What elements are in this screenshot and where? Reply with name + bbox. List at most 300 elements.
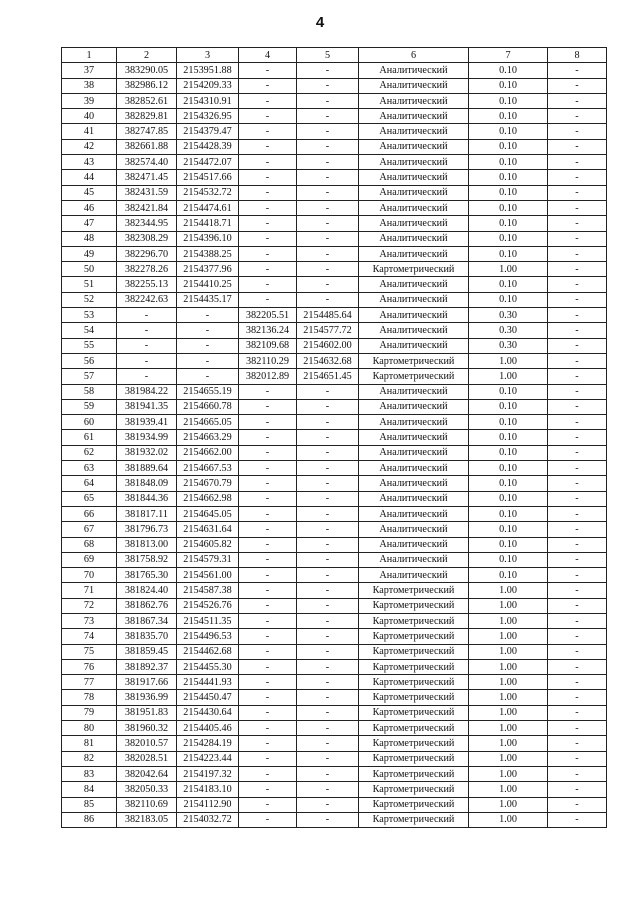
table-cell: - [297,721,359,736]
table-cell: 1.00 [469,812,548,827]
table-cell: 81 [62,736,117,751]
table-cell: - [548,705,607,720]
table-cell: - [297,629,359,644]
table-cell: 47 [62,216,117,231]
table-cell: 1.00 [469,353,548,368]
table-cell: 43 [62,155,117,170]
table-body [62,63,607,828]
column-header: 8 [548,48,607,63]
table-cell: 1.00 [469,583,548,598]
table-cell: 2154632.68 [297,353,359,368]
table-cell: Аналитический [359,338,469,353]
table-cell: 2154561.00 [177,568,239,583]
table-cell: 381796.73 [117,522,177,537]
table-cell: 382242.63 [117,292,177,307]
table-cell: Аналитический [359,415,469,430]
table-cell: - [239,63,297,78]
table-cell: - [548,353,607,368]
table-cell: Картометрический [359,751,469,766]
table-cell: 50 [62,262,117,277]
table-cell: 381936.99 [117,690,177,705]
table-cell: 0.10 [469,124,548,139]
table-cell: Аналитический [359,384,469,399]
table-cell: - [239,782,297,797]
table-cell: 382829.81 [117,109,177,124]
table-cell: 0.10 [469,506,548,521]
table-cell: 2154662.98 [177,491,239,506]
table-cell: 2154517.66 [177,170,239,185]
table-cell: - [548,308,607,323]
table-cell: 382986.12 [117,78,177,93]
table-cell: - [548,552,607,567]
table-cell: Картометрический [359,262,469,277]
table-cell: - [239,598,297,613]
table-cell: 57 [62,369,117,384]
table-row [62,155,607,170]
table-cell: - [177,323,239,338]
table-cell: 382136.24 [239,323,297,338]
table-cell: 0.10 [469,93,548,108]
table-cell: - [239,246,297,261]
table-cell: 39 [62,93,117,108]
table-cell: 54 [62,323,117,338]
table-cell: - [297,491,359,506]
table-cell: 2154526.76 [177,598,239,613]
table-row [62,216,607,231]
table-cell: - [239,751,297,766]
table-cell: Аналитический [359,522,469,537]
table-cell: 83 [62,766,117,781]
table-cell: 2154209.33 [177,78,239,93]
table-cell: 0.10 [469,231,548,246]
table-cell: - [297,613,359,628]
table-cell: - [239,537,297,552]
table-cell: - [297,384,359,399]
table-row [62,537,607,552]
table-row [62,78,607,93]
table-cell: 2154379.47 [177,124,239,139]
table-cell: 2154435.17 [177,292,239,307]
table-cell: 2154310.91 [177,93,239,108]
table-cell: 84 [62,782,117,797]
table-cell: 59 [62,399,117,414]
table-row [62,736,607,751]
table-cell: Аналитический [359,277,469,292]
table-cell: 2154441.93 [177,675,239,690]
table-row [62,506,607,521]
table-cell: 1.00 [469,613,548,628]
table-cell: - [297,277,359,292]
table-cell: - [548,644,607,659]
table-cell: Картометрический [359,766,469,781]
table-row [62,262,607,277]
table-cell: - [239,93,297,108]
table-cell: 71 [62,583,117,598]
table-cell: Аналитический [359,308,469,323]
table-row [62,751,607,766]
table-cell: 67 [62,522,117,537]
table-cell: 2154032.72 [177,812,239,827]
table-cell: Аналитический [359,155,469,170]
table-row [62,93,607,108]
table-row [62,598,607,613]
table-cell: - [239,155,297,170]
table-cell: - [548,690,607,705]
table-cell: 2154651.45 [297,369,359,384]
table-row [62,384,607,399]
column-header: 6 [359,48,469,63]
table-cell: 76 [62,659,117,674]
table-cell: - [117,323,177,338]
table-row [62,445,607,460]
table-cell: 0.30 [469,338,548,353]
table-cell: - [297,705,359,720]
table-cell: 2154663.29 [177,430,239,445]
table-cell: 61 [62,430,117,445]
table-cell: Аналитический [359,185,469,200]
table-cell: Картометрический [359,659,469,674]
table-cell: - [548,659,607,674]
table-cell: - [297,736,359,751]
table-cell: Картометрический [359,812,469,827]
table-cell: 0.10 [469,476,548,491]
table-cell: - [548,583,607,598]
table-row [62,415,607,430]
table-cell: - [548,461,607,476]
table-cell: 381960.32 [117,721,177,736]
table-cell: Картометрический [359,675,469,690]
table-cell: 382050.33 [117,782,177,797]
table-row [62,277,607,292]
table-cell: 2154450.47 [177,690,239,705]
table-cell: 382661.88 [117,139,177,154]
table-cell: 381892.37 [117,659,177,674]
table-cell: - [239,430,297,445]
table-cell: - [548,721,607,736]
table-cell: 0.10 [469,522,548,537]
table-cell: - [548,751,607,766]
table-cell: 68 [62,537,117,552]
table-cell: 2154112.90 [177,797,239,812]
table-cell: - [297,644,359,659]
table-cell: - [297,583,359,598]
table-cell: Аналитический [359,430,469,445]
table-cell: - [548,93,607,108]
table-cell: - [548,185,607,200]
table-cell: - [239,124,297,139]
table-cell: - [548,430,607,445]
table-row [62,292,607,307]
table-cell: 0.10 [469,415,548,430]
table-cell: Аналитический [359,63,469,78]
table-cell: 46 [62,200,117,215]
table-cell: 382110.69 [117,797,177,812]
table-cell: 2154631.64 [177,522,239,537]
table-row [62,690,607,705]
table-cell: 2154430.64 [177,705,239,720]
table-cell: 2154396.10 [177,231,239,246]
table-cell: Аналитический [359,476,469,491]
table-cell: Картометрический [359,369,469,384]
table-cell: 2154662.00 [177,445,239,460]
table-cell: - [297,415,359,430]
table-cell: - [297,476,359,491]
table-cell: - [548,338,607,353]
table-cell: - [239,461,297,476]
table-cell: Аналитический [359,93,469,108]
table-cell: - [297,399,359,414]
table-cell: 382183.05 [117,812,177,827]
table-cell: 2154388.25 [177,246,239,261]
table-cell: 0.10 [469,200,548,215]
table-cell: - [239,216,297,231]
table-cell: - [239,644,297,659]
table-cell: - [239,797,297,812]
table-row [62,705,607,720]
table-cell: - [548,78,607,93]
table-cell: 1.00 [469,659,548,674]
table-cell: - [297,170,359,185]
table-cell: 381867.34 [117,613,177,628]
table-cell: 381951.83 [117,705,177,720]
table-cell: 64 [62,476,117,491]
table-cell: 1.00 [469,690,548,705]
table-cell: 0.10 [469,552,548,567]
table-cell: 0.10 [469,246,548,261]
table-cell: 75 [62,644,117,659]
table-cell: - [297,430,359,445]
column-header: 2 [117,48,177,63]
table-row [62,552,607,567]
table-cell: 2154645.05 [177,506,239,521]
column-header: 4 [239,48,297,63]
table-cell: 70 [62,568,117,583]
table-cell: Картометрический [359,736,469,751]
table-cell: - [239,568,297,583]
table-cell: - [239,766,297,781]
table-row [62,170,607,185]
table-cell: 0.30 [469,323,548,338]
table-cell: - [239,552,297,567]
table-cell: 381862.76 [117,598,177,613]
table-cell: - [239,384,297,399]
column-header: 5 [297,48,359,63]
table-row [62,109,607,124]
table-cell: 2154577.72 [297,323,359,338]
coordinates-table [61,47,607,828]
table-cell: 382344.95 [117,216,177,231]
table-cell: 383290.05 [117,63,177,78]
table-cell: - [548,598,607,613]
column-header: 3 [177,48,239,63]
table-cell: - [548,369,607,384]
table-cell: - [239,613,297,628]
table-cell: Картометрический [359,353,469,368]
table-cell: 1.00 [469,629,548,644]
table-cell: - [239,705,297,720]
table-cell: 2154418.71 [177,216,239,231]
table-cell: 0.10 [469,277,548,292]
table-cell: 381824.40 [117,583,177,598]
table-cell: Картометрический [359,583,469,598]
table-cell: - [548,613,607,628]
table-cell: Аналитический [359,537,469,552]
table-cell: 0.10 [469,185,548,200]
table-cell: - [297,63,359,78]
table-cell: 0.10 [469,155,548,170]
table-cell: - [297,598,359,613]
table-cell: 382421.84 [117,200,177,215]
table-cell: Аналитический [359,246,469,261]
table-cell: 78 [62,690,117,705]
table-cell: 382574.40 [117,155,177,170]
table-cell: 0.10 [469,216,548,231]
table-cell: 2154605.82 [177,537,239,552]
table-cell: 53 [62,308,117,323]
table-cell: 381932.02 [117,445,177,460]
table-cell: 381765.30 [117,568,177,583]
table-cell: 2154660.78 [177,399,239,414]
table-cell: - [548,124,607,139]
table-cell: 2154511.35 [177,613,239,628]
table-row [62,185,607,200]
table-cell: - [548,170,607,185]
table-row [62,568,607,583]
table-cell: 1.00 [469,797,548,812]
table-cell: - [297,445,359,460]
table-cell: Картометрический [359,598,469,613]
table-row [62,231,607,246]
table-cell: 37 [62,63,117,78]
table-cell: 382431.59 [117,185,177,200]
table-cell: 382110.29 [239,353,297,368]
header-row [62,48,607,63]
table-cell: Аналитический [359,552,469,567]
table-cell: 1.00 [469,644,548,659]
table-cell: - [239,491,297,506]
table-cell: - [239,231,297,246]
table-cell: 1.00 [469,766,548,781]
table-cell: 79 [62,705,117,720]
table-cell: - [297,461,359,476]
table-cell: - [297,552,359,567]
table-cell: 0.10 [469,63,548,78]
table-cell: - [548,399,607,414]
table-cell: - [297,139,359,154]
table-cell: - [297,568,359,583]
table-cell: 42 [62,139,117,154]
table-cell: 48 [62,231,117,246]
table-cell: - [548,812,607,827]
table-cell: - [177,353,239,368]
table-cell: 382852.61 [117,93,177,108]
table-cell: - [297,537,359,552]
table-cell: 2154532.72 [177,185,239,200]
table-cell: - [117,338,177,353]
table-cell: 38 [62,78,117,93]
table-cell: 381939.41 [117,415,177,430]
table-row [62,675,607,690]
table-cell: - [548,537,607,552]
table-cell: - [239,659,297,674]
table-cell: - [239,583,297,598]
table-cell: Аналитический [359,399,469,414]
table-cell: 2154405.46 [177,721,239,736]
table-cell: 2154474.61 [177,200,239,215]
table-cell: 1.00 [469,705,548,720]
table-cell: - [548,384,607,399]
table-cell: 44 [62,170,117,185]
table-cell: - [239,445,297,460]
table-cell: Картометрический [359,797,469,812]
table-cell: 0.10 [469,461,548,476]
table-cell: 80 [62,721,117,736]
table-row [62,629,607,644]
table-cell: 1.00 [469,598,548,613]
table-cell: 2154655.19 [177,384,239,399]
table-cell: - [548,736,607,751]
table-cell: 1.00 [469,262,548,277]
table-cell: - [239,185,297,200]
table-cell: Картометрический [359,690,469,705]
table-header [62,48,607,63]
table-cell: 2153951.88 [177,63,239,78]
table-row [62,308,607,323]
table-cell: 2154377.96 [177,262,239,277]
table-cell: Аналитический [359,323,469,338]
table-cell: 72 [62,598,117,613]
table-cell: - [297,782,359,797]
table-cell: - [297,155,359,170]
table-cell: - [239,675,297,690]
table-cell: 77 [62,675,117,690]
table-row [62,613,607,628]
table-cell: - [239,736,297,751]
table-cell: Аналитический [359,231,469,246]
table-cell: 382205.51 [239,308,297,323]
table-cell: 381844.36 [117,491,177,506]
table-cell: 2154428.39 [177,139,239,154]
table-cell: - [297,659,359,674]
table-cell: 0.10 [469,292,548,307]
table-cell: Аналитический [359,78,469,93]
table-cell: 58 [62,384,117,399]
table-cell: 381917.66 [117,675,177,690]
table-cell: 56 [62,353,117,368]
table-cell: - [297,109,359,124]
table-cell: Аналитический [359,461,469,476]
table-row [62,63,607,78]
table-cell: - [297,185,359,200]
table-cell: - [548,277,607,292]
table-cell: 1.00 [469,751,548,766]
table-row [62,721,607,736]
table-cell: 382042.64 [117,766,177,781]
table-cell: Аналитический [359,124,469,139]
table-cell: - [548,63,607,78]
table-cell: - [297,216,359,231]
table-cell: 1.00 [469,369,548,384]
table-cell: - [297,124,359,139]
table-cell: 41 [62,124,117,139]
table-cell: - [239,399,297,414]
page-number: 4 [315,14,325,31]
table-cell: - [548,292,607,307]
table-cell: 85 [62,797,117,812]
table-cell: - [239,690,297,705]
table-row [62,782,607,797]
table-cell: 382747.85 [117,124,177,139]
